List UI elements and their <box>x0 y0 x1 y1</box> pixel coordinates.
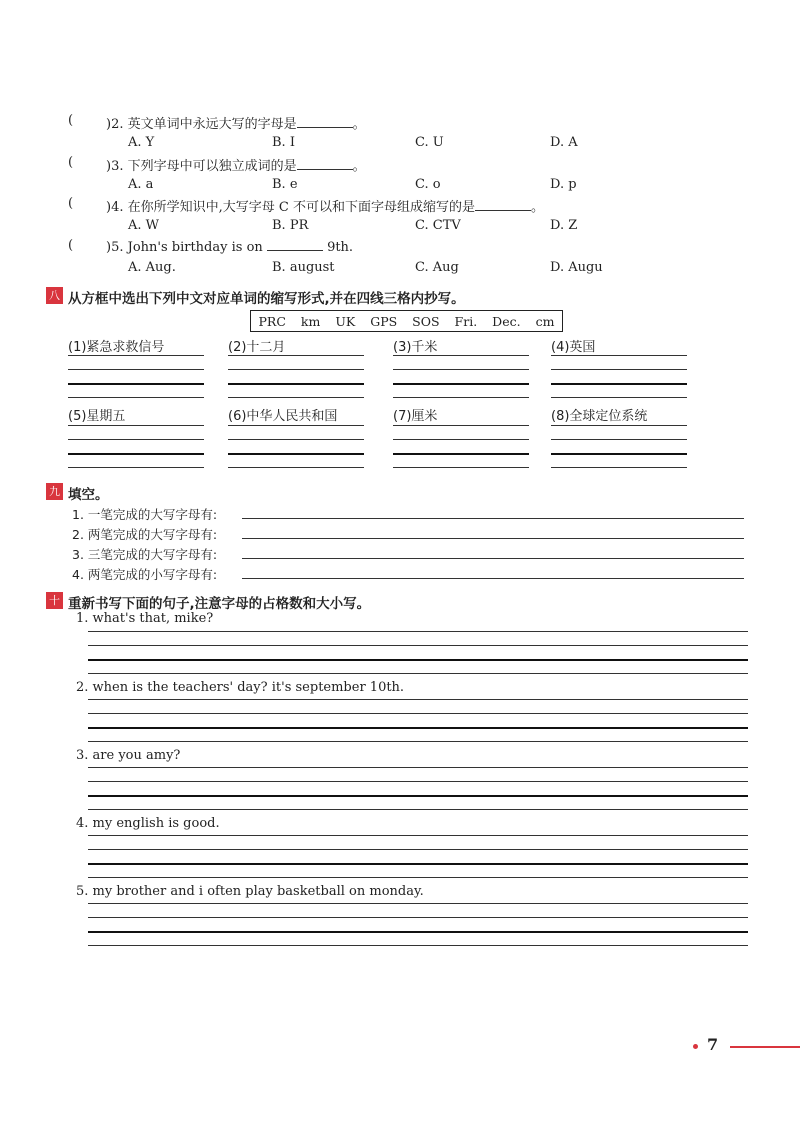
question-stem: )3. 下列字母中可以独立成词的是 。 <box>106 159 366 174</box>
answer-paren: ( <box>68 238 74 253</box>
section-title: 填空。 <box>68 487 109 503</box>
option-c: C. U <box>415 135 444 150</box>
box-word: GPS <box>370 313 398 329</box>
item-label: (4)英国 <box>551 340 596 355</box>
option-d: D. p <box>550 177 577 192</box>
fill-item-label: 3. 三笔完成的大写字母有: <box>72 547 218 562</box>
item-label: (7)厘米 <box>393 409 438 424</box>
answer-paren: ( <box>68 113 74 128</box>
answer-blank[interactable] <box>297 115 353 128</box>
sentence-prompt: 1. what's that, mike? <box>76 611 214 626</box>
option-d: D. Augu <box>550 260 603 275</box>
box-word: Fri. <box>454 313 478 329</box>
section-title: 从方框中选出下列中文对应单词的缩写形式,并在四线三格内抄写。 <box>68 291 465 307</box>
option-d: D. Z <box>550 218 578 233</box>
fill-answer-line[interactable] <box>242 578 744 579</box>
option-a: A. Y <box>128 135 155 150</box>
answer-paren: ( <box>68 196 74 211</box>
question-stem: )2. 英文单词中永远大写的字母是 。 <box>106 117 366 132</box>
item-label: (6)中华人民共和国 <box>228 409 338 424</box>
answer-blank[interactable] <box>267 238 323 251</box>
fill-item-label: 4. 两笔完成的小写字母有: <box>72 567 218 582</box>
section-title: 重新书写下面的句子,注意字母的占格数和大小写。 <box>68 596 371 612</box>
fill-answer-line[interactable] <box>242 538 744 539</box>
item-label: (2)十二月 <box>228 340 286 355</box>
item-label: (5)星期五 <box>68 409 126 424</box>
option-a: A. a <box>128 177 154 192</box>
option-a: A. Aug. <box>128 260 176 275</box>
option-c: C. Aug <box>415 260 459 275</box>
box-word: Dec. <box>492 313 521 329</box>
fill-item-label: 1. 一笔完成的大写字母有: <box>72 507 218 522</box>
section-badge: 十 <box>46 592 63 609</box>
answer-paren: ( <box>68 155 74 170</box>
box-word: PRC <box>258 313 286 329</box>
question-stem: )5. John's birthday is on 9th. <box>106 240 354 255</box>
item-label: (3)千米 <box>393 340 438 355</box>
page-number: 7 <box>707 1035 719 1054</box>
option-d: D. A <box>550 135 578 150</box>
box-word: SOS <box>412 313 440 329</box>
sentence-prompt: 5. my brother and i often play basketball on monday. <box>76 884 424 899</box>
fill-item-label: 2. 两笔完成的大写字母有: <box>72 527 218 542</box>
sentence-prompt: 4. my english is good. <box>76 816 220 831</box>
answer-blank[interactable] <box>475 198 531 211</box>
option-b: B. PR <box>272 218 309 233</box>
option-b: B. august <box>272 260 335 275</box>
word-box <box>250 310 563 332</box>
question-stem: )4. 在你所学知识中,大写字母 C 不可以和下面字母组成缩写的是 。 <box>106 200 544 215</box>
option-b: B. e <box>272 177 298 192</box>
option-c: C. o <box>415 177 441 192</box>
box-word: cm <box>535 313 555 329</box>
sentence-prompt: 3. are you amy? <box>76 748 181 763</box>
item-label: (1)紧急求救信号 <box>68 340 165 355</box>
section-badge: 九 <box>46 483 63 500</box>
option-b: B. I <box>272 135 295 150</box>
box-word: UK <box>335 313 356 329</box>
sentence-prompt: 2. when is the teachers' day? it's september 10th. <box>76 680 405 695</box>
page-dot <box>693 1044 698 1049</box>
option-a: A. W <box>128 218 160 233</box>
fill-answer-line[interactable] <box>242 518 744 519</box>
page-accent-bar <box>730 1046 800 1048</box>
section-badge: 八 <box>46 287 63 304</box>
item-label: (8)全球定位系统 <box>551 409 648 424</box>
option-c: C. CTV <box>415 218 461 233</box>
answer-blank[interactable] <box>297 157 353 170</box>
fill-answer-line[interactable] <box>242 558 744 559</box>
box-word: km <box>300 313 321 329</box>
